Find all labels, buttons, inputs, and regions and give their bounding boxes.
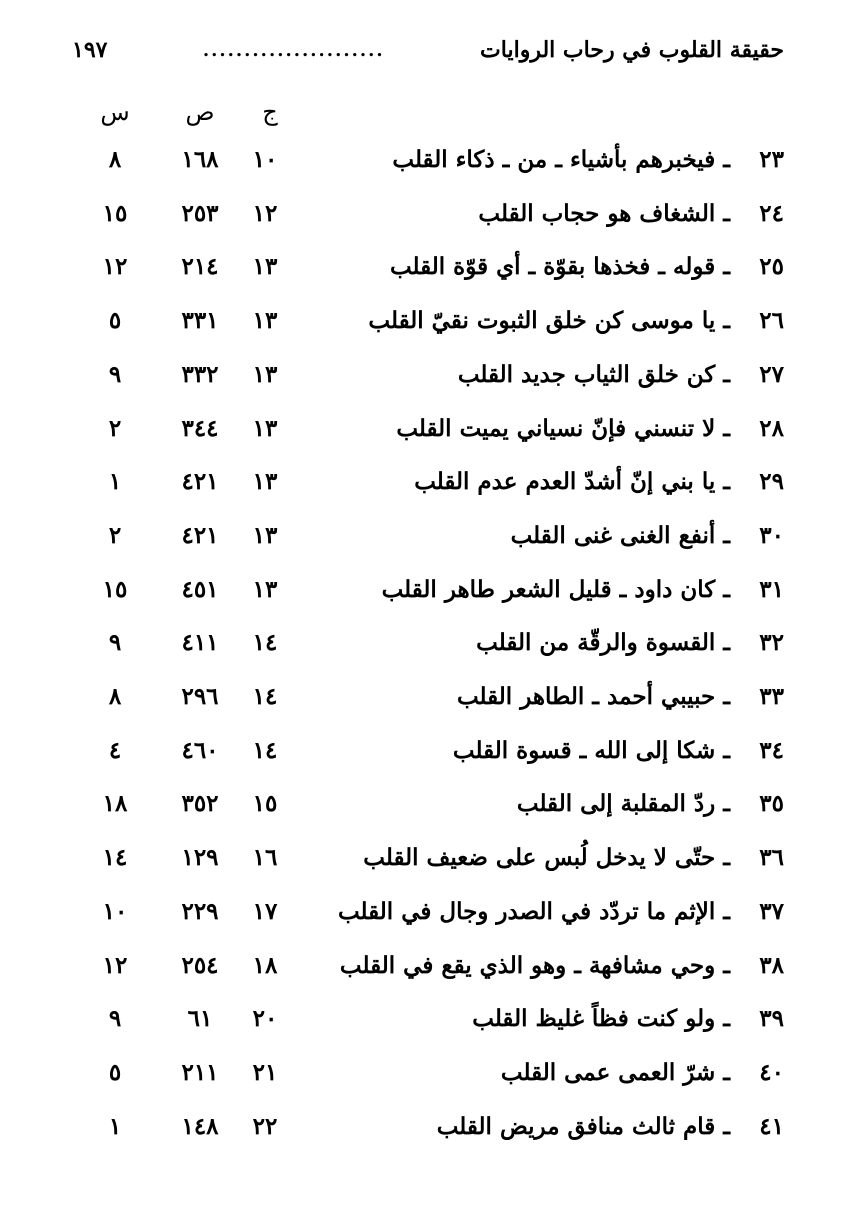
entry-number: ٤٠: [759, 1058, 784, 1086]
entry-page: ٤٢١: [181, 521, 219, 549]
entry-line: ٨: [108, 146, 122, 173]
entry-page: ٣٤٤: [181, 414, 219, 442]
entry-volume: ١٧: [252, 897, 278, 925]
entry-volume: ١٤: [252, 736, 278, 764]
entry-page: ٤١١: [181, 629, 219, 657]
entry-number: ٣٣: [759, 683, 784, 710]
table-row: [80, 296, 790, 346]
table-row: [80, 833, 790, 883]
table-row: [80, 618, 790, 668]
table-row: [80, 242, 790, 292]
table-row: [80, 404, 790, 454]
column-header-j: ج: [262, 98, 278, 126]
entry-text: ـ وحي مشافهة ـ وهو الذي يقع في القلب: [339, 951, 730, 979]
entry-number: ٢٧: [759, 360, 784, 388]
entry-text: ـ شكا إلى الله ـ قسوة القلب: [452, 736, 730, 764]
entry-page: ٢٥٣: [181, 199, 219, 227]
entry-text: ـ كان داود ـ قليل الشعر طاهر القلب: [381, 575, 730, 603]
entry-text: ـ قوله ـ فخذها بقوّة ـ أي قوّة القلب: [389, 253, 730, 281]
entry-line: ١٥: [102, 199, 128, 227]
entry-line: ٨: [108, 683, 122, 710]
entry-number: ٢٩: [759, 468, 784, 496]
entry-page: ٤٦٠: [181, 736, 219, 764]
entry-line: ١: [108, 1112, 122, 1140]
entry-line: ١: [108, 468, 122, 496]
entry-number: ٢٨: [759, 414, 784, 442]
entry-line: ٢: [108, 521, 122, 549]
table-row: [80, 457, 790, 507]
entry-text: ـ حبيبي أحمد ـ الطاهر القلب: [456, 683, 730, 710]
entry-line: ٤: [108, 736, 122, 764]
entry-line: ١٠: [102, 897, 128, 925]
entry-number: ٢٤: [759, 199, 784, 227]
entry-page: ٢٩٦: [181, 683, 219, 710]
entry-number: ٣٩: [759, 1005, 784, 1033]
entry-line: ١٨: [102, 790, 128, 818]
entry-page: ٢٢٩: [181, 897, 219, 925]
entry-volume: ١٣: [252, 360, 278, 388]
entry-text: ـ فيخبرهم بأشياء ـ من ـ ذكاء القلب: [392, 146, 730, 173]
entry-volume: ١٣: [252, 414, 278, 442]
table-row: [80, 994, 790, 1044]
entry-text: ـ الإثم ما تردّد في الصدر وجال في القلب: [337, 897, 730, 925]
entry-page: ٦١: [187, 1005, 213, 1033]
entry-line: ٥: [108, 1058, 122, 1086]
entry-number: ٣٤: [759, 736, 784, 764]
entry-page: ١٤٨: [181, 1112, 219, 1140]
entry-volume: ١٣: [252, 575, 278, 603]
entry-volume: ١٨: [252, 951, 278, 979]
table-row: [80, 565, 790, 615]
table-row: [80, 189, 790, 239]
entry-number: ٣١: [759, 575, 784, 603]
entry-line: ١٤: [102, 844, 128, 872]
table-row: [80, 887, 790, 937]
table-row: [80, 350, 790, 400]
table-row: [80, 1102, 790, 1152]
table-row: [80, 1048, 790, 1098]
entry-volume: ٢٠: [252, 1005, 278, 1033]
table-row: [80, 941, 790, 991]
entry-volume: ١٣: [252, 253, 278, 281]
entry-text: ـ يا بني إنّ أشدّ العدم عدم القلب: [414, 468, 730, 496]
entry-line: ١٥: [102, 575, 128, 603]
entry-volume: ١٢: [252, 199, 278, 227]
entry-page: ٣٥٢: [181, 790, 219, 818]
column-header-l: س: [100, 98, 130, 126]
table-row: [80, 511, 790, 561]
entry-volume: ١٥: [252, 790, 278, 818]
entry-number: ٢٣: [759, 146, 784, 173]
entry-text: ـ الشغاف هو حجاب القلب: [478, 199, 730, 227]
entry-page: ٣٣٢: [181, 360, 219, 388]
entry-text: ـ قام ثالث منافق مريض القلب: [436, 1112, 730, 1140]
entry-number: ٣٠: [759, 521, 784, 549]
entry-volume: ١٣: [252, 521, 278, 549]
entry-volume: ١٦: [252, 844, 278, 872]
entry-volume: ١٣: [252, 468, 278, 496]
entry-volume: ١٤: [252, 629, 278, 657]
entry-number: ٢٥: [759, 253, 784, 281]
entry-text: ـ لا تنسني فإنّ نسياني يميت القلب: [396, 414, 730, 442]
entry-text: ـ أنفع الغنى غنى القلب: [510, 521, 730, 549]
entry-number: ٣٨: [759, 951, 784, 979]
table-row: [80, 672, 790, 722]
entry-text: ـ ولو كنت فظاً غليظ القلب: [472, 1005, 730, 1033]
table-row: [80, 135, 790, 185]
entry-text: ـ كن خلق الثياب جديد القلب: [457, 360, 730, 388]
entry-number: ٣٢: [759, 629, 784, 657]
entry-line: ٥: [108, 307, 122, 335]
entry-number: ٣٦: [759, 844, 784, 872]
entry-number: ٢٦: [759, 307, 784, 335]
entry-volume: ٢١: [252, 1058, 278, 1086]
entry-number: ٣٧: [759, 897, 784, 925]
entry-text: ـ حتّى لا يدخل لُبس على ضعيف القلب: [363, 844, 730, 872]
entry-page: ١٢٩: [181, 844, 219, 872]
entry-text: ـ القسوة والرقّة من القلب: [476, 629, 730, 657]
entry-number: ٤١: [759, 1112, 784, 1140]
dot-leader: ......................: [202, 39, 385, 61]
entry-line: ٢: [108, 414, 122, 442]
entry-text: ـ يا موسى كن خلق الثبوت نقيّ القلب: [368, 307, 730, 335]
page-number: ١٩٧: [72, 37, 108, 63]
entry-line: ٩: [108, 1005, 122, 1033]
running-title: حقيقة القلوب في رحاب الروايات: [480, 37, 784, 63]
entry-volume: ١٠: [252, 146, 278, 173]
entry-number: ٣٥: [759, 790, 784, 818]
table-row: [80, 779, 790, 829]
page-header: [72, 30, 784, 70]
entry-volume: ٢٢: [252, 1112, 278, 1140]
table-row: [80, 726, 790, 776]
entry-page: ٢١١: [181, 1058, 219, 1086]
entry-page: ٢٥٤: [181, 951, 219, 979]
entry-line: ١٢: [102, 951, 128, 979]
entry-text: ـ شرّ العمى عمى القلب: [500, 1058, 730, 1086]
entry-line: ٩: [108, 360, 122, 388]
column-header-s: ص: [185, 98, 215, 126]
entry-text: ـ ردّ المقلبة إلى القلب: [516, 790, 730, 818]
entry-page: ٣٣١: [181, 307, 219, 335]
entry-page: ١٦٨: [181, 146, 219, 173]
entry-page: ٤٥١: [181, 575, 219, 603]
entry-line: ١٢: [102, 253, 128, 281]
entry-volume: ١٣: [252, 307, 278, 335]
entry-page: ٤٢١: [181, 468, 219, 496]
entry-page: ٢١٤: [181, 253, 219, 281]
entry-volume: ١٤: [252, 683, 278, 710]
entry-line: ٩: [108, 629, 122, 657]
